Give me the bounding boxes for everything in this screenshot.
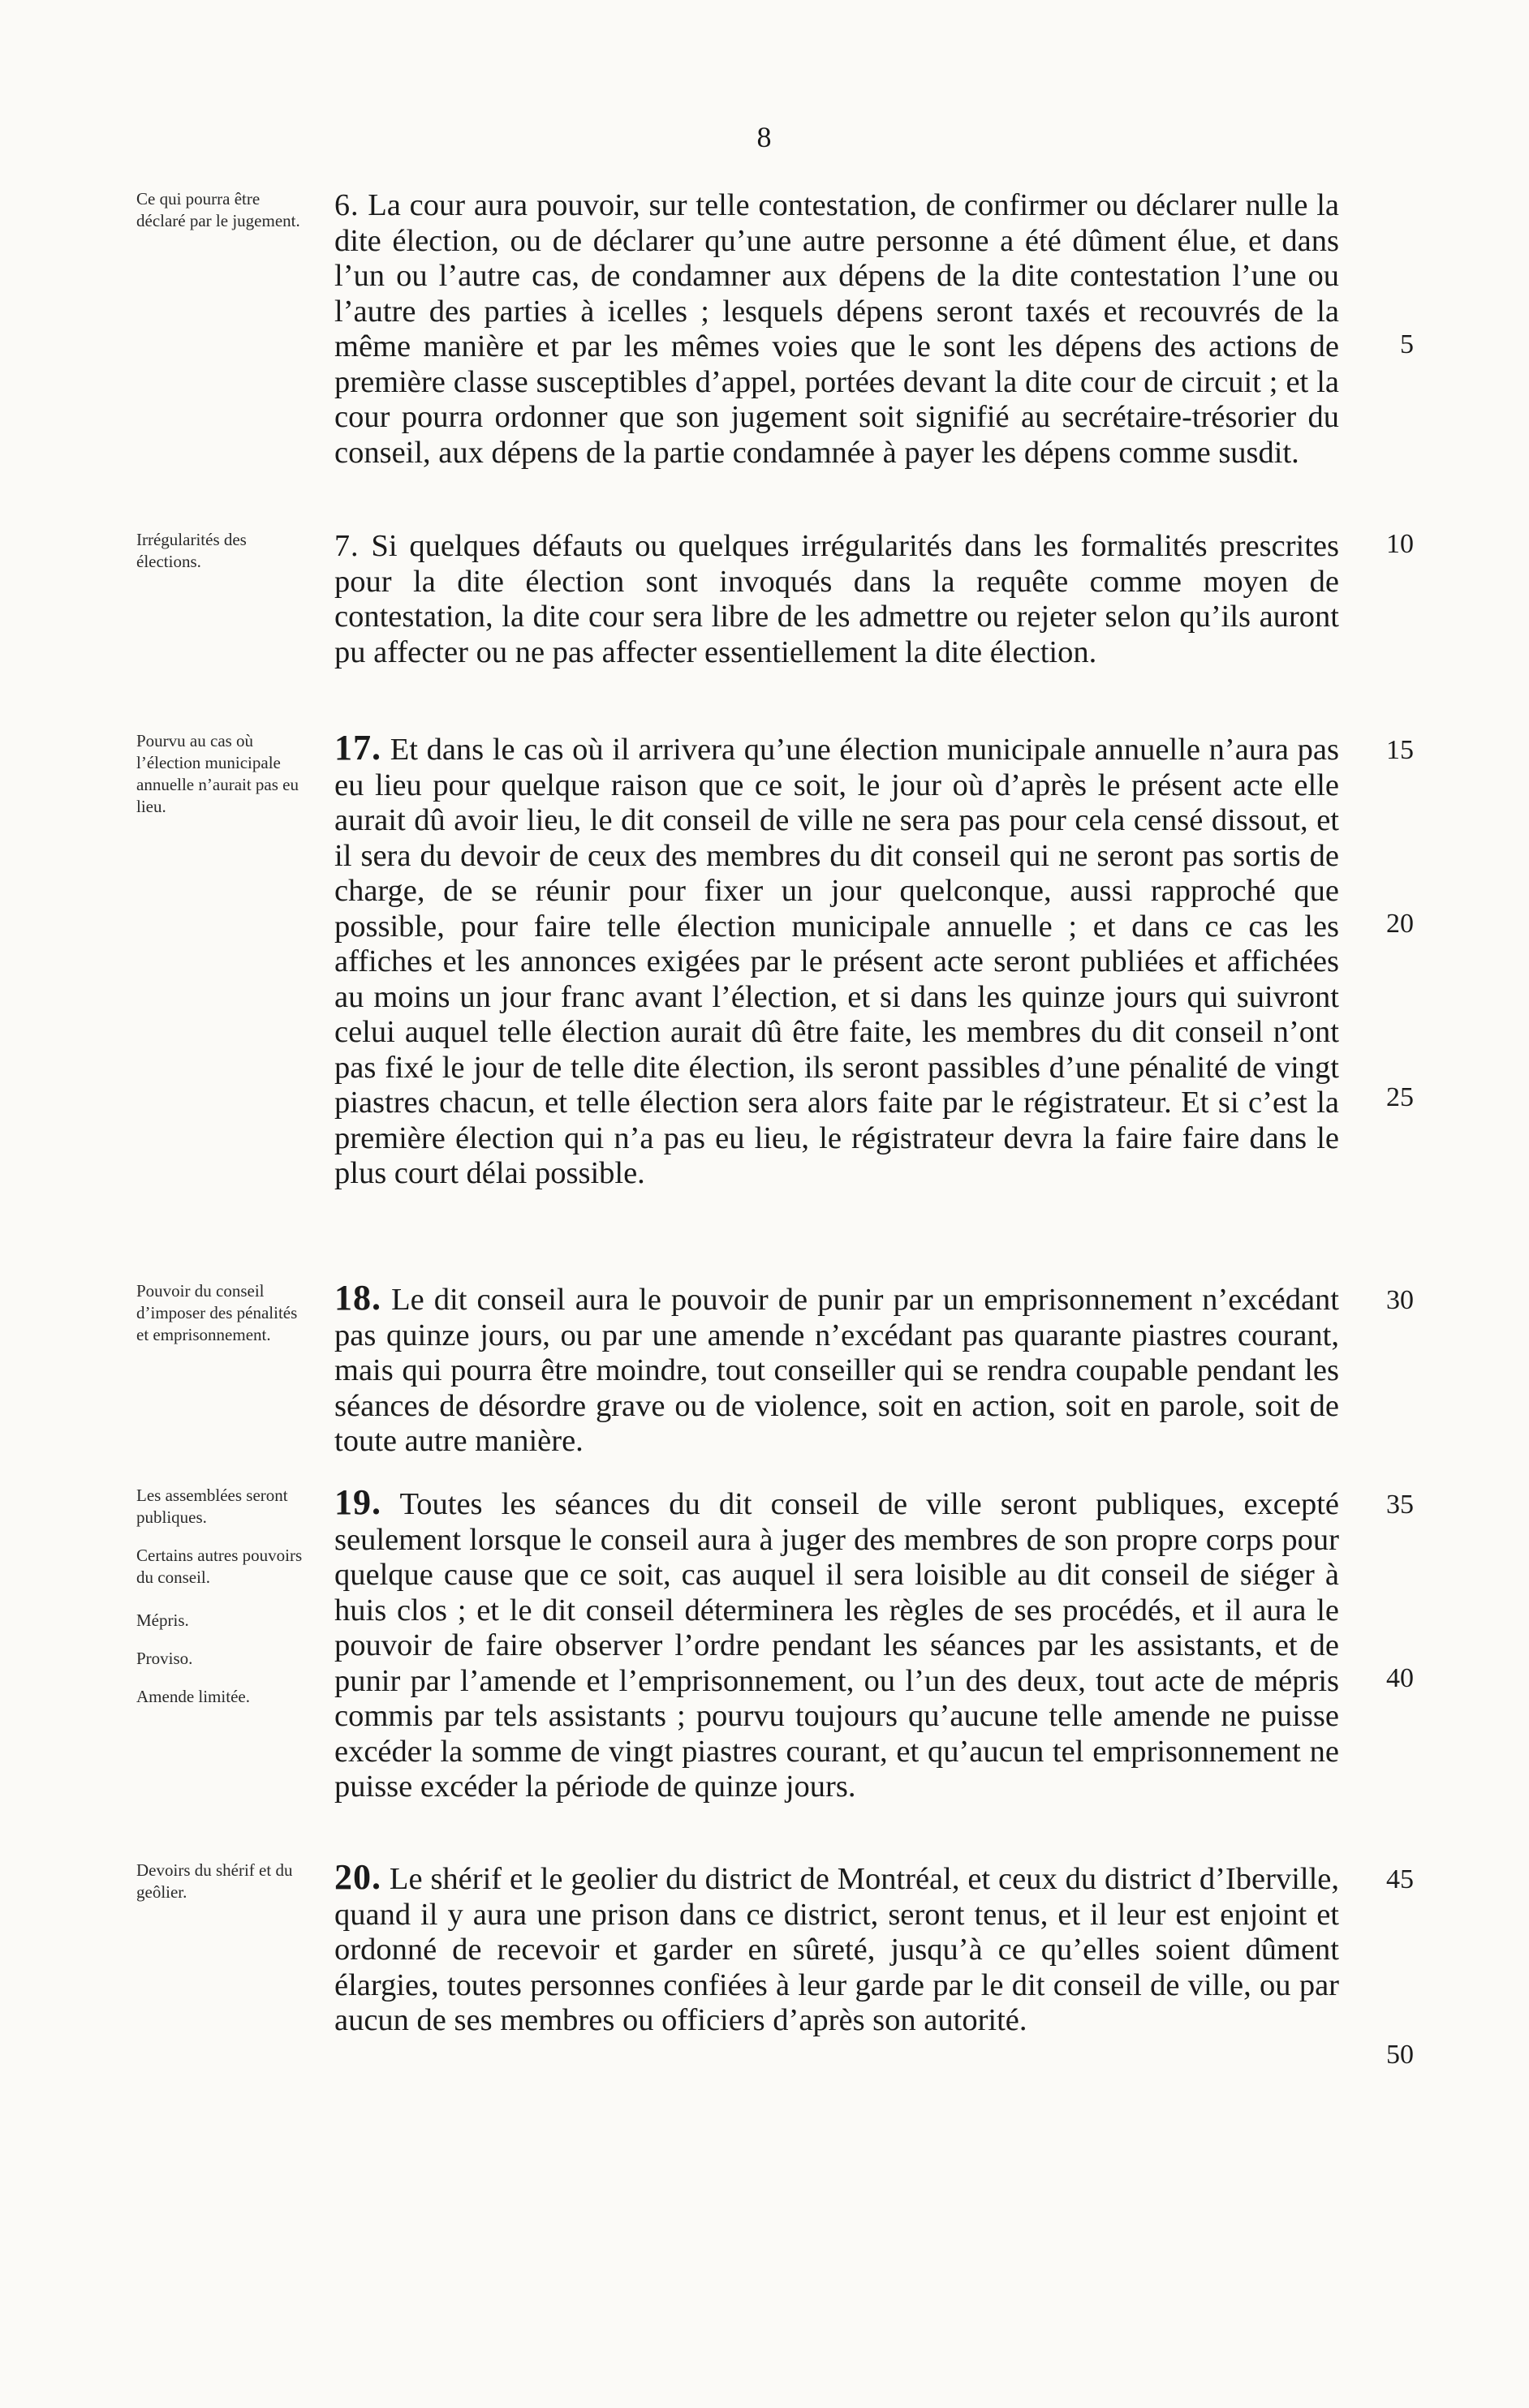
- sidenote-text: Les assemblées seront publiques.: [136, 1486, 288, 1527]
- sidenote-text: Certains autres pouvoirs du conseil.: [136, 1546, 303, 1587]
- line-number: 15: [1386, 735, 1414, 765]
- section-body: [334, 1857, 1340, 2039]
- line-number: 10: [1386, 529, 1414, 559]
- sidenote: [136, 730, 312, 834]
- section-text: Le dit conseil aura le pouvoir de punir par un emprisonnement n’excédant pas quinze jours, ou par une amende n’excédant pas quarante piastres courant, mais qui pourra être moindre, tout conseiller qui se rendra coupable pendant les séances de désordre grave ou de violence, soit en action, soit en parole, soit de toute autre manière.: [334, 1283, 1340, 1458]
- line-number: 20: [1386, 909, 1414, 939]
- page-number: 8: [756, 121, 773, 153]
- sidenote: [136, 529, 312, 589]
- section-number: 18.: [334, 1278, 381, 1318]
- section-number: 6.: [334, 188, 360, 222]
- sidenote-text: Devoirs du shérif et du geôlier.: [136, 1860, 293, 1902]
- sidenote-text: Irrégularités des élections.: [136, 530, 247, 571]
- section-number: 19.: [334, 1482, 381, 1522]
- line-number: 40: [1386, 1663, 1414, 1693]
- section-text: Si quelques défauts ou quelques irrégularités dans les formalités prescrites pour la dite élection sont invoqués dans la requête comme moyen de contestation, la dite cour sera libre de les admettre ou rejeter selon qu’ils auront pu affecter ou ne pas affecter essentiellement la dite élection.: [334, 529, 1339, 669]
- line-number: 25: [1386, 1082, 1414, 1112]
- section-body: [334, 529, 1339, 670]
- section-body: [334, 188, 1339, 471]
- line-number: 5: [1400, 329, 1414, 359]
- section-text: Le shérif et le geolier du district de Montréal, et ceux du district d’Iberville, quand il y aura une prison dans ce district, seront tenus, et il leur est enjoint et ordonné de recevoir et garder en sûreté, jusqu’à ce qu’elles soient dûment élargies, toutes personnes confiées à leur garde par le dit conseil de ville, ou par aucun de ses membres ou officiers d’après son autorité.: [334, 1862, 1340, 2037]
- sidenote: [136, 1485, 312, 1724]
- section-text: Toutes les séances du dit conseil de ville seront publiques, excepté seulement lorsque le conseil aura à juger des membres de son propre corps pour quelque cause que ce soit, cas auquel il sera loisible au dit conseil de siéger à huis clos ; et le dit conseil déterminera les règles de ses procédés, et il aura le pouvoir de faire observer l’ordre pendant les séances par les assistants, et de punir par l’amende et l’emprisonnement, ou l’un des deux, tout acte de mépris commis par tels assistants ; pourvu toujours qu’aucune telle amende ne puisse excéder la somme de vingt piastres courant, et qu’aucun tel emprisonnement ne puisse excéder la période de quinze jours.: [334, 1487, 1339, 1804]
- section-text: La cour aura pouvoir, sur telle contestation, de confirmer ou déclarer nulle la dite élection, ou de déclarer qu’une autre personne a été dûment élue, et dans l’un ou l’autre cas, de condamner aux dépens de la dite contestation l’une ou l’autre des parties à icelles ; lesquels dépens seront taxés et recouvrés de la même manière et par les mêmes voies que le sont les dépens des actions de première classe susceptibles d’appel, portées devant la dite cour de circuit ; et la cour pourra ordonner que son jugement soit signifié au secrétaire-trésorier du conseil, aux dépens de la partie condamnée à payer les dépens comme susdit.: [334, 188, 1340, 470]
- sidenote-text: Mépris.: [136, 1610, 189, 1630]
- sidenote-text: Proviso.: [136, 1649, 193, 1668]
- section-number: 17.: [334, 728, 381, 768]
- section-body: [334, 1280, 1339, 1460]
- sidenote-text: Pourvu au cas où l’élection municipale annuelle n’aurait pas eu lieu.: [136, 731, 299, 816]
- line-number: 50: [1386, 2040, 1414, 2070]
- line-number: 30: [1386, 1285, 1414, 1315]
- sidenote-text: Ce qui pourra être déclaré par le jugement.: [136, 189, 300, 230]
- line-number: 45: [1386, 1864, 1414, 1894]
- section-body: [334, 1482, 1339, 1805]
- line-number: 35: [1386, 1490, 1414, 1520]
- sidenote-text: Pouvoir du conseil d’imposer des pénalités et emprisonnement.: [136, 1281, 298, 1344]
- sidenote: [136, 1280, 312, 1362]
- section-body: [334, 730, 1339, 1192]
- sidenote-text: Amende limitée.: [136, 1687, 250, 1706]
- sidenote: [136, 188, 312, 248]
- sidenote: [136, 1860, 312, 1920]
- section-number: 7.: [334, 529, 360, 563]
- section-number: 20.: [334, 1857, 381, 1897]
- section-text: Et dans le cas où il arrivera qu’une élection municipale annuelle n’aura pas eu lieu pour quelque raison que ce soit, le jour où d’après le présent acte elle aurait dû avoir lieu, le dit conseil de ville ne sera pas pour cela censé dissout, et il sera du devoir de ceux des membres du dit conseil qui ne seront pas sortis de charge, de se réunir pour fixer un jour quelconque, aussi rapproché que possible, pour faire telle élection municipale annuelle ; et dans ce cas les affiches et les annonces exigées par le présent acte seront publiées et affichées au moins un jour franc avant l’élection, et si dans les quinze jours qui suivront celui auquel telle élection aurait dû être faite, les membres du dit conseil n’ont pas fixé le jour de telle dite élection, ils seront passibles d’une pénalité de vingt piastres chacun, et telle élection sera alors faite par le régistrateur. Et si c’est la première élection qui n’a pas eu lieu, le régistrateur devra la faire faire dans le plus court délai possible.: [334, 733, 1340, 1190]
